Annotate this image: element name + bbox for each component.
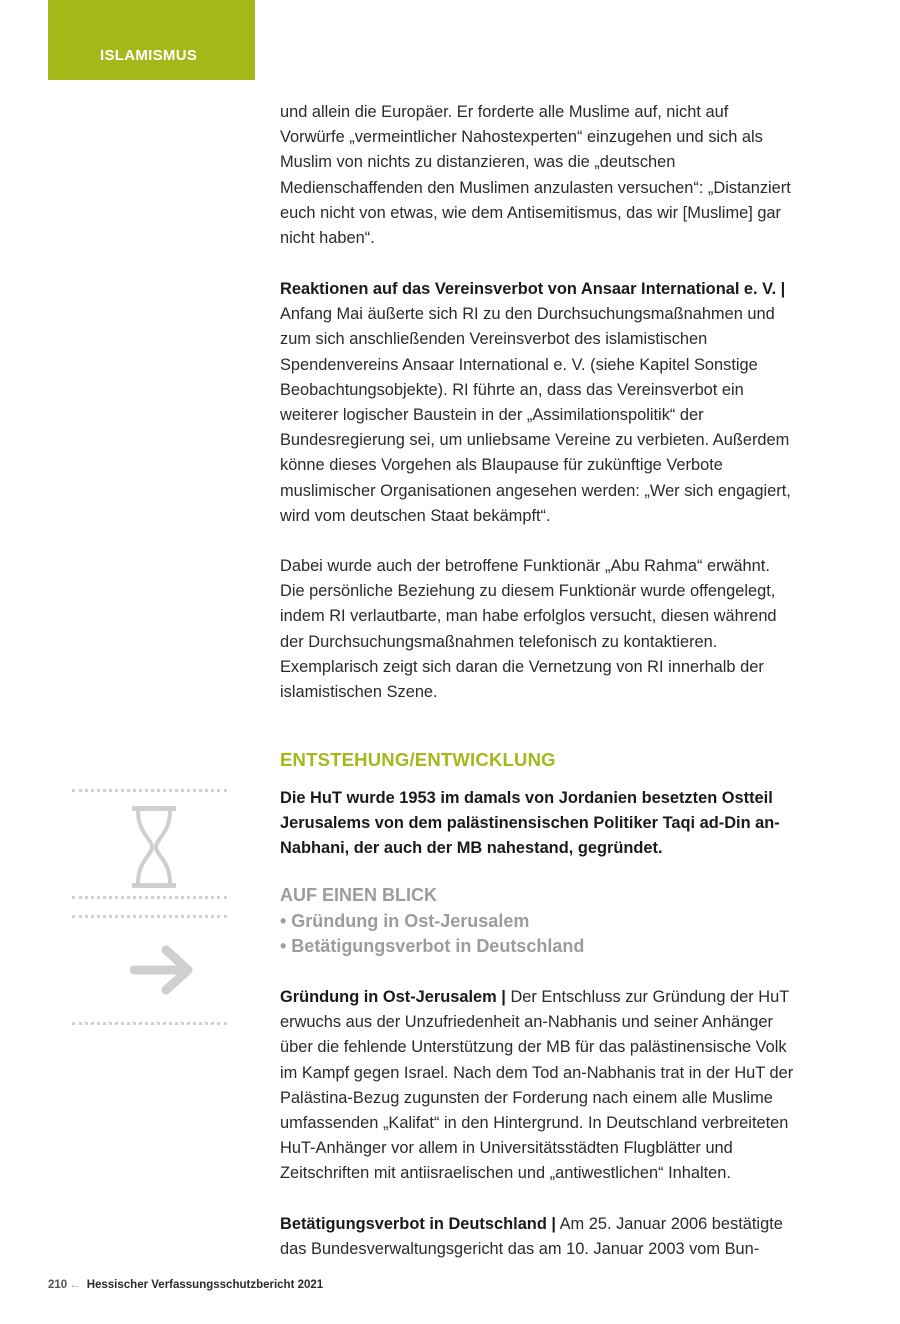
paragraph: Gründung in Ost-Jerusalem | Der Entschluss zur Gründung der HuT erwuchs aus der Unzufriedenheit an-Nabhanis und seiner Anhänger über die fehlende Unterstützung der MB für das palästinensische Volk im Kampf gegen Israel. Nach dem Tod an-Nabhanis trat in der HuT der Palästina-Bezug zugunsten der Forderung nach einem alle Muslime umfassenden „Kalifat“ in den Hintergrund. In Deutschland verbreiteten HuT-Anhänger vor allem in Universitätsstädten Flugblätter und Zeitschriften mit antiisraelischen und „antiwestlichen“ Inhalten. <box>280 988 794 1183</box>
dotted-divider <box>72 789 227 792</box>
text-block-verbot <box>280 1212 795 1262</box>
text-block-gruendung <box>280 985 795 1187</box>
dotted-divider <box>72 1022 227 1025</box>
list-item: • Gründung in Ost-Jerusalem <box>280 910 530 931</box>
section-heading: ENTSTEHUNG/ENTWICKLUNG <box>280 749 556 770</box>
page-number: 210 <box>48 1279 68 1291</box>
section-intro: Die HuT wurde 1953 im damals von Jordanien besetzten Ostteil Jerusalems von dem palästinensischen Politiker Taqi ad-Din an-Nabhani, der auch der MB nahestand, gegründet. <box>280 789 780 858</box>
paragraph-lead: Betätigungsverbot in Deutschland | <box>280 1215 556 1233</box>
text-block-ansaar <box>280 277 795 529</box>
paragraph: Reaktionen auf das Vereinsverbot von Ansaar International e. V. | Anfang Mai äußerte sich RI zu den Durchsuchungsmaßnahmen und zum sich anschließenden Vereinsverbot des islamistischen Spendenvereins Ansaar International e. V. (siehe Kapitel Sonstige Beobachtungsobjekte). RI führte an, dass das Vereinsverbot ein weiterer logischer Baustein in der „Assimilationspolitik“ der Bundesregierung sei, um unliebsame Vereine zu verbieten. Außerdem könne dieses Vorgehen als Blaupause für zukünftige Verbote muslimischer Organisationen angesehen werden: „Wer sich engagiert, wird vom deutschen Staat bekämpft“. <box>280 280 791 525</box>
text-block-abu-rahma <box>280 554 795 705</box>
hourglass-icon <box>128 803 180 891</box>
at-a-glance-box <box>280 883 795 960</box>
paragraph: und allein die Europäer. Er forderte alle Muslime auf, nicht auf Vorwürfe „vermeintlicher Nahostexperten“ einzugehen und sich als Muslim von nichts zu distanzieren, was die „deutschen Medienschaffenden den Muslimen anzulasten versuchen“: „Distanziert euch nicht von etwas, wie dem Antisemitismus, das wir [Muslime] gar nicht haben“. <box>280 103 791 248</box>
dotted-divider <box>72 896 227 899</box>
paragraph-lead: Gründung in Ost-Jerusalem | <box>280 988 506 1006</box>
back-arrow-icon[interactable]: ← <box>69 1279 81 1291</box>
paragraph: Dabei wurde auch der betroffene Funktionär „Abu Rahma“ erwähnt. Die persönliche Beziehung zu diesem Funktionär wurde offengelegt, indem RI verlautbarte, man habe erfolglos versucht, diesen während der Durchsuchungsmaßnahmen telefonisch zu kontaktieren. Exemplarisch zeigt sich daran die Vernetzung von RI innerhalb der islamistischen Szene. <box>280 557 777 702</box>
section-tab: ISLAMISMUS <box>48 0 255 80</box>
arrow-right-icon <box>130 942 196 998</box>
publication-title: Hessischer Verfassungsschutzbericht 2021 <box>86 1279 324 1291</box>
page-footer <box>48 1279 323 1291</box>
at-a-glance-title: AUF EINEN BLICK <box>280 885 437 905</box>
at-a-glance-list <box>280 909 795 960</box>
list-item: • Betätigungsverbot in Deutschland <box>280 936 585 956</box>
paragraph: Betätigungsverbot in Deutschland | Am 25. Januar 2006 bestätigte das Bundesverwaltungsgericht das am 10. Januar 2003 vom Bun- <box>280 1215 783 1259</box>
dotted-divider <box>72 915 227 918</box>
paragraph-lead: Reaktionen auf das Vereinsverbot von Ansaar International e. V. | <box>280 280 786 298</box>
text-block-top <box>280 100 795 251</box>
